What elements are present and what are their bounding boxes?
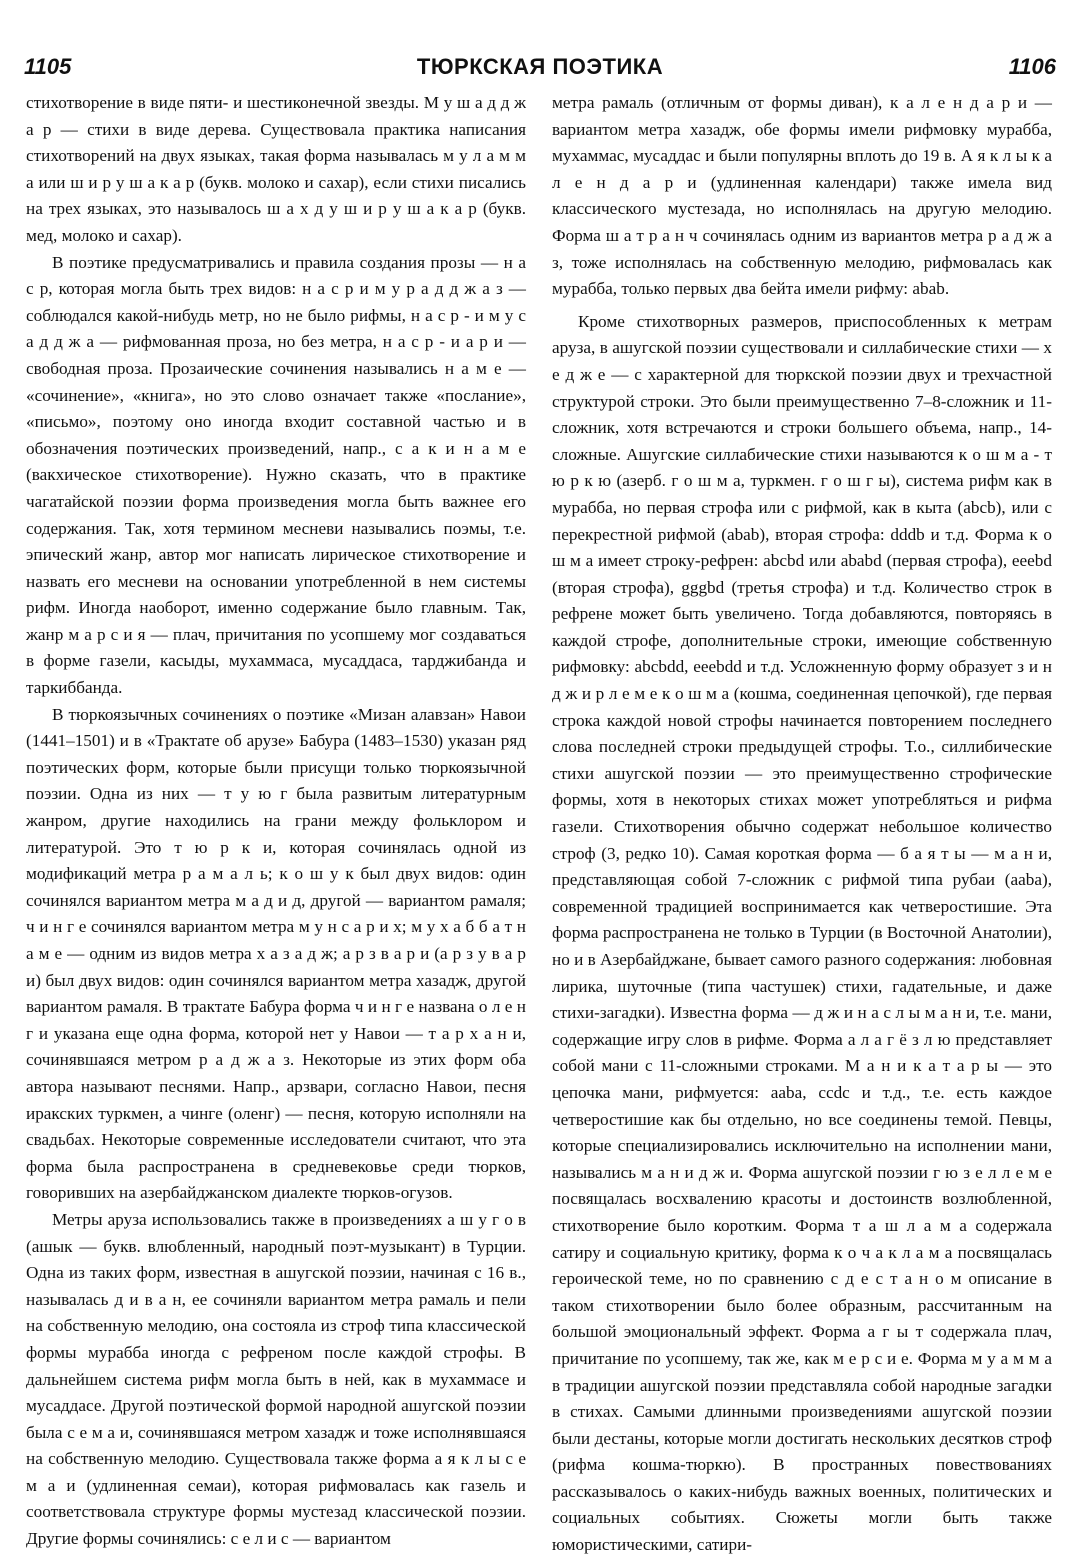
paragraph: В тюркоязычных сочинениях о поэтике «Мизан алавзан» Навои (1441–1501) и в «Трактате об арузе» Бабура (1483–1530) указан ряд поэтических форм, которые были присущи только тюркоязычной поэзии. Одна из них — т у ю г была развитым литературным жанром, другие находились на грани между фольклором и литературой. Это т ю р к и, которая сочинялась одной из модификаций метра р а м а л ь; к о ш у к был двух видов: один сочинялся вариантом метра м а д и д, другой — вариантом рамаля; ч и н г е сочинялся вариантом метра м у н с а р и х; м у х а б б а т н а м е — одним из видов метра х а з а д ж; а р з в а р и (а р з у в а р и) был двух видов: один сочинялся вариантом метра хазадж, другой вариантом рамаля. В трактате Бабура форма ч и н г е названа о л е н г и указана еще одна форма, которой нет у Навои — т а р х а н и, сочинявшаяся метром р а д ж а з. Некоторые из этих форм оба автора называют песнями. Напр., арзвари, согласно Навои, песня иракских туркмен, а чинге (оленг) — песня, которую исполняли на свадьбах. Некоторые современные исследователи считают, что эта форма была распространена в средневековье среди тюрков, говоривших на азербайджанском диалекте тюрков-огузов.	[26, 704, 526, 1203]
paragraph: В поэтике предусматривались и правила создания прозы — н а с р, которая могла быть трех видов: н а с р и м у р а д д ж а з — соблюдался какой-нибудь метр, но не было рифмы, н а с р - и м у с а д д ж а — рифмованная проза, но без метра, н а с р - и а р и — свободная проза. Прозаические сочинения назывались н а м е — «сочинение», «книга», но это слово означает также «послание», «письмо», поэтому оно иногда входит составной частью и в обозначения поэтических произведений, напр., с а к и н а м е (вакхическое стихотворение). Нужно сказать, что в практике чагатайской поэзии форма произведения могла быть важнее его содержания. Так, хотя термином месневи назывались поэмы, т.е. эпический жанр, автор мог написать лирическое стихотворение и назвать его месневи на основании употребленной в нем системы рифм. Иногда наоборот, именно содержание было главным. Так, жанр м а р с и я — плач, причитания по усопшему мог создаваться в форме газели, касыды, мухаммаса, мусаддаса, тарджибанда и таркиббанда.	[26, 252, 526, 698]
paragraph: стихотворение в виде пяти- и шестиконечной звезды. М у ш а д д ж а р — стихи в виде дерева. Существовала практика написания стихотворений на двух языках, такая форма называлась м у л а м м а или ш и р у ш а к а р (букв. молоко и сахар), если стихи писались на трех языках, это называлось ш а х д у ш и р у ш а к а р (букв. мед, молоко и сахар).	[26, 93, 526, 245]
right-column	[552, 90, 1052, 1555]
paragraph: Кроме стихотворных размеров, приспособленных к метрам аруза, в ашугской поэзии существовали и силлабические стихи — х е д ж е — с характерной для тюркской поэзии двух и трехчастной структурой строки. Это были преимущественно 7–8-сложник и 11-сложник, хотя встречаются и строки большего объема, напр., 14-сложные. Ашугские силлабические стихи называются к о ш м а - т ю р к ю (азерб. г о ш м а, туркмен. г о ш г ы), система рифм как в мурабба, но первая строфа или с рифмой, как в кыта (abcb), или с перекрестной рифмой (abab), вторая строфа: dddb и т.д. Форма к о ш м а имеет строку-рефрен: abcbd или ababd (первая строфа), eeebd (вторая строфа), gggbd (третья строфа) и т.д. Количество строк в рефрене может быть увеличено. Тогда добавляются, повторяясь в каждой строфе, дополнительные строки, имеющие собственную рифмовку: abcbdd, eeebdd и т.д. Усложненную форму образует з и н д ж и р л е м е к о ш м а (кошма, соединенная цепочкой), где первая строка каждой новой строфы начинается повторением последнего слова последней строки предыдущей строфы. Т.о., силлибические стихи ашугской поэзии — это преимущественно строфические формы, хотя в некоторых стихах может употребляться и рифма газели. Стихотворения обычно содержат небольшое количество строф (3, редко 10). Самая короткая форма — б а я т ы — м а н и, представляющая собой 7-сложник с рифмой типа рубаи (aaba), современной традицией воспринимается как четверостишие. Эта форма распространена не только в Турции (в Восточной Анатолии), но и в Азербайджане, бывает самого разного содержания: любовная лирика, шуточные (типа частушек) стихи, гадательные, и даже стихи-загадки). Известна форма — д ж и н а с л ы м а н и, т.е. мани, содержащие игру слов в рифме. Форма а л а г ё з л ю представляет собой мани с 11-сложными строками. М а н и к а т а р ы — это цепочка мани, рифмуется: aaba, ccdc и т.д., т.е. есть каждое четверостишие как бы отдельно, но все соединены темой. Певцы, которые специализировались исключительно на исполнении мани, назывались м а н и д ж и. Форма ашугской поэзии г ю з е л л е м е посвящалась восхвалению красоты и достоинств возлюбленной, стихотворение было коротким. Форма т а ш л а м а содержала сатиру и социальную критику, форма к о ч а к л а м а посвящалась героической теме, но по сравнению с д е с т а н о м описание в таком стихотворении было более образным, рассчитанным на большой эмоциональный эффект. Форма а г ы т содержала плач, причитание по усопшему, так же, как м е р с и е. Форма м у а м м а в традиции ашугской поэзии представляла собой народные загадки в стихах. Самыми длинными произведениями ашугской поэзии были дестаны, которые могли достигать нескольких десятков строф (рифма кошма-тюркю). В пространных повествованиях рассказывалось о каких-нибудь важных военных, политических и социальных событиях. Сюжеты могли быть также юмористическими, сатири-	[552, 311, 1052, 1555]
running-title: ТЮРКСКАЯ ПОЭТИКА	[416, 54, 664, 79]
left-column	[26, 90, 526, 1549]
paragraph: Метры аруза использовались также в произведениях а ш у г о в (ашык — букв. влюбленный, народный поэт-музыкант) в Турции. Одна из таких форм, известная в ашугской поэзии, начиная с 16 в., называлась д и в а н, ее сочиняли вариантом метра рамаль и пели на собственную мелодию, она состояла из строф типа классической формы мурабба иногда с рефреном после каждой строфы. В дальнейшем система рифм могла быть в ней, как в мухаммасе и мусаддасе. Другой поэтической формой народной ашугской поэзии была с е м а и, сочинявшаяся метром хазадж и тоже исполнявшаяся на собственную мелодию. Существовала также форма а я к л ы с е м а и (удлиненная семаи), которая рифмовалась как газель и соответствовала структуре формы мустезад классической поэзии. Другие формы сочинялись: с е л и с — вариантом	[26, 1209, 526, 1549]
page-header	[22, 54, 1058, 88]
page-number-right: 1106	[1008, 54, 1056, 79]
paragraph: метра рамаль (отличным от формы диван), к а л е н д а р и — вариантом метра хазадж, обе формы имели рифмовку мурабба, мухаммас, мусаддас и были популярны вплоть до 19 в. А я к л ы к а л е н д а р и (удлиненная календари) также имела вид классического мустезада, но исполнялась на другую мелодию. Форма ш а т р а н ч сочинялась одним из вариантов метра р а д ж а з, тоже исполнялась на собственную мелодию, рифмовалась как мурабба, только первых два бейта имели рифму: abab.	[552, 93, 1052, 299]
page-number-left: 1105	[24, 54, 72, 79]
